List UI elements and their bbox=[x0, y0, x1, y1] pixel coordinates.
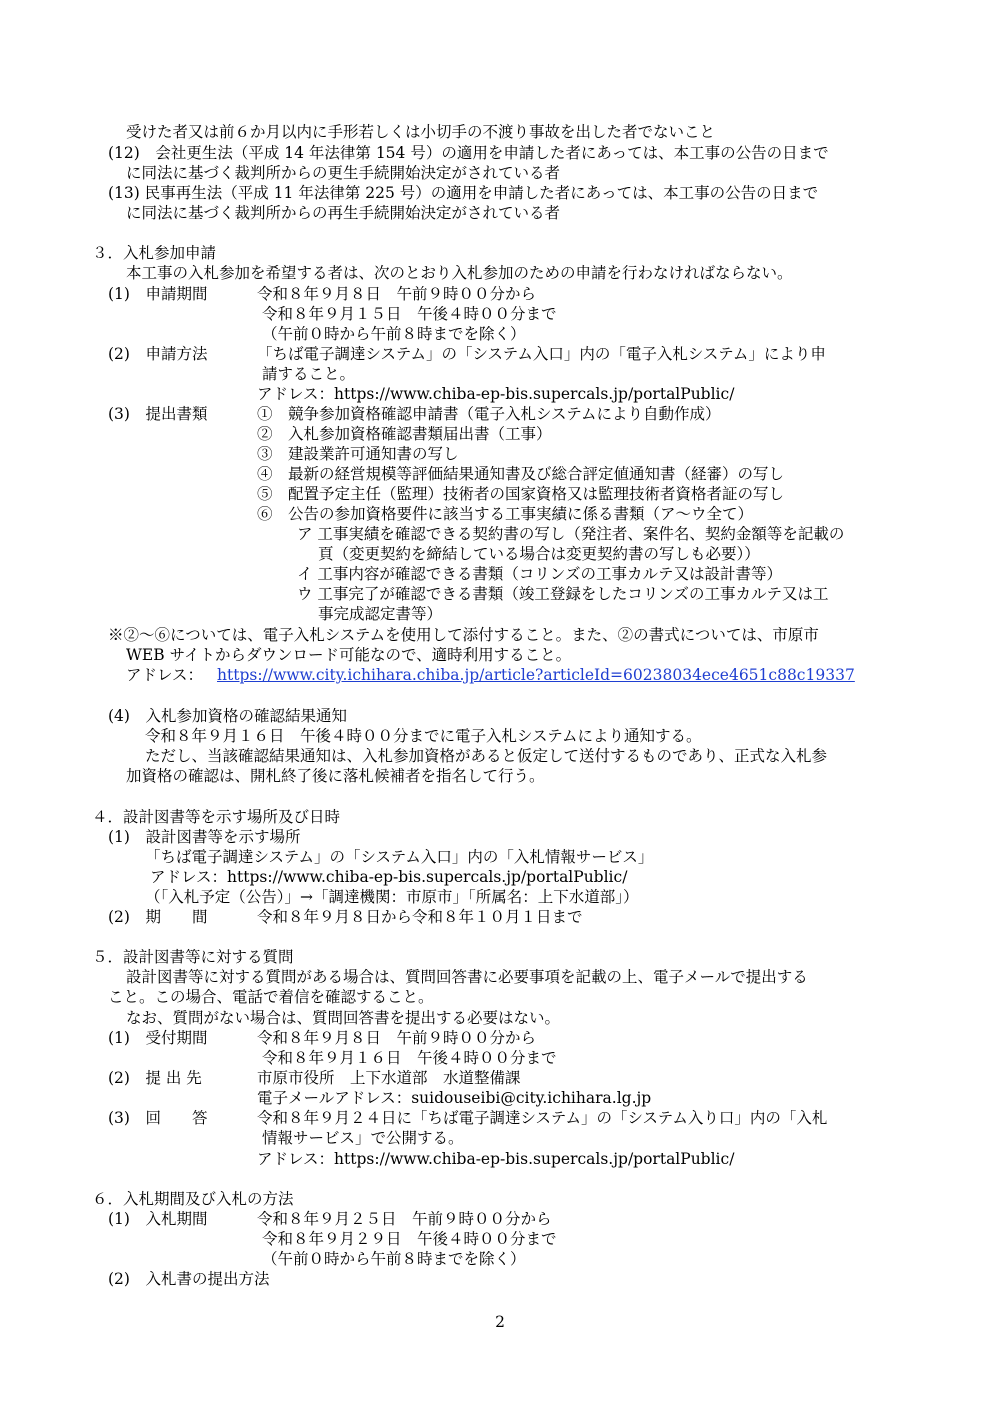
text-line: ⑤ 配置予定主任（監理）技術者の国家資格又は監理技術者資格者証の写し bbox=[257, 485, 785, 503]
text-line: ４．設計図書等を示す場所及び日時 bbox=[92, 808, 341, 826]
text-line: (2) 申請方法 bbox=[108, 345, 208, 363]
text-line: (1) 受付期間 bbox=[108, 1029, 208, 1047]
text-line: (2) 期 間 bbox=[108, 908, 208, 926]
text-line: に同法に基づく裁判所からの更生手続開始決定がされている者 bbox=[126, 164, 561, 182]
text-line: (1) 設計図書等を示す場所 bbox=[108, 828, 301, 846]
text-line: 「ちば電子調達システム」の「システム入口」内の「入札情報サービス」 bbox=[145, 848, 654, 866]
text-line: ６．入札期間及び入札の方法 bbox=[92, 1190, 294, 1208]
text-line: （「入札予定（公告）」→「調達機関：市原市」「所属名：上下水道部」） bbox=[145, 888, 639, 906]
text-line: 「ちば電子調達システム」の「システム入口」内の「電子入札システム」により申 bbox=[257, 345, 826, 363]
text-line: ※②～⑥については、電子入札システムを使用して添付すること。また、②の書式については、市原市 bbox=[108, 626, 819, 644]
text-line: (1) 入札期間 bbox=[108, 1210, 208, 1228]
page-number: 2 bbox=[495, 1313, 505, 1331]
text-line: 本工事の入札参加を希望する者は、次のとおり入札参加のための申請を行わなければならない。 bbox=[126, 264, 793, 282]
text-line: 受けた者又は前６か月以内に手形若しくは小切手の不渡り事故を出した者でないこと bbox=[126, 123, 716, 141]
article-link[interactable]: https://www.city.ichihara.chiba.jp/article?articleId=60238034ece4651c88c19337 bbox=[217, 666, 855, 684]
text-line: (2) 入札書の提出方法 bbox=[108, 1270, 270, 1288]
text-line: ア 工事実績を確認できる契約書の写し（発注者、案件名、契約金額等を記載の bbox=[297, 525, 845, 543]
text-line: 事完成認定書等） bbox=[318, 605, 443, 623]
text-line: 加資格の確認は、開札終了後に落札候補者を指名して行う。 bbox=[126, 767, 545, 785]
text-line: (2) 提 出 先 bbox=[108, 1069, 202, 1087]
text-line: ただし、当該確認結果通知は、入札参加資格があると仮定して送付するものであり、正式な入札参 bbox=[145, 747, 828, 765]
text-line: ３．入札参加申請 bbox=[92, 244, 217, 262]
text-line: 令和８年９月２４日に「ちば電子調達システム」の「システム入り口」内の「入札 bbox=[257, 1109, 828, 1127]
text-line: 電子メールアドレス：suidouseibi@city.ichihara.lg.jp bbox=[257, 1089, 652, 1107]
text-line: (4) 入札参加資格の確認結果通知 bbox=[108, 707, 347, 725]
text-line: 令和８年９月２５日 午前９時００分から bbox=[257, 1210, 552, 1228]
text-line: (12) 会社更生法（平成 14 年法律第 154 号）の適用を申請した者にあっては、本工事の公告の日まで bbox=[108, 144, 829, 162]
text-line: イ 工事内容が確認できる書類（コリンズの工事カルテ又は設計書等） bbox=[297, 565, 782, 583]
text-line: 令和８年９月８日から令和８年１０月１日まで bbox=[257, 908, 583, 926]
text-line: 令和８年９月８日 午前９時００分から bbox=[257, 1029, 537, 1047]
text-line: (13) 民事再生法（平成 11 年法律第 225 号）の適用を申請した者にあっては、本工事の公告の日まで bbox=[108, 184, 819, 202]
text-line: ③ 建設業許可通知書の写し bbox=[257, 445, 459, 463]
text-line: 令和８年９月１６日 午後４時００分までに電子入札システムにより通知する。 bbox=[145, 727, 702, 745]
text-line: 市原市役所 上下水道部 水道整備課 bbox=[257, 1069, 521, 1087]
text-line: 令和８年９月２９日 午後４時００分まで bbox=[262, 1230, 557, 1248]
text-line: ５．設計図書等に対する質問 bbox=[92, 948, 294, 966]
text-line: 令和８年９月８日 午前９時００分から bbox=[257, 285, 537, 303]
text-line: (3) 提出書類 bbox=[108, 405, 208, 423]
text-line: (1) 申請期間 bbox=[108, 285, 208, 303]
text-line: こと。この場合、電話で着信を確認すること。 bbox=[108, 988, 434, 1006]
text-line: アドレス：https://www.chiba-ep-bis.supercals.jp/portalPublic/ bbox=[150, 868, 628, 886]
text-line: 設計図書等に対する質問がある場合は、質問回答書に必要事項を記載の上、電子メールで提出する bbox=[126, 968, 808, 986]
text-line: WEB サイトからダウンロード可能なので、適時利用すること。 bbox=[126, 646, 572, 664]
text-line: 情報サービス」で公開する。 bbox=[262, 1129, 464, 1147]
text-line: 令和８年９月１５日 午後４時００分まで bbox=[262, 305, 557, 323]
text-line: ④ 最新の経営規模等評価結果通知書及び総合評定値通知書（経審）の写し bbox=[257, 465, 785, 483]
text-line: ウ 工事完了が確認できる書類（竣工登録をしたコリンズの工事カルテ又は工 bbox=[297, 585, 829, 603]
text-line: アドレス：https://www.chiba-ep-bis.supercals.jp/portalPublic/ bbox=[257, 1150, 735, 1168]
text-line: 頁（変更契約を締結している場合は変更契約書の写しも必要）） bbox=[318, 545, 760, 563]
text-line: なお、質問がない場合は、質問回答書を提出する必要はない。 bbox=[126, 1009, 561, 1027]
text-line: に同法に基づく裁判所からの再生手続開始決定がされている者 bbox=[126, 204, 561, 222]
text-line: 請すること。 bbox=[262, 365, 356, 383]
text-line: ① 競争参加資格確認申請書（電子入札システムにより自動作成） bbox=[257, 405, 721, 423]
text-line: ② 入札参加資格確認書類届出書（工事） bbox=[257, 425, 552, 443]
text-line: （午前０時から午前８時までを除く） bbox=[262, 325, 526, 343]
text-line: 令和８年９月１６日 午後４時００分まで bbox=[262, 1049, 557, 1067]
text-line: ⑥ 公告の参加資格要件に該当する工事実績に係る書類（ア～ウ全て） bbox=[257, 505, 754, 523]
text-line: (3) 回 答 bbox=[108, 1109, 208, 1127]
text-line: （午前０時から午前８時までを除く） bbox=[262, 1250, 526, 1268]
text-line: アドレス： bbox=[126, 666, 204, 684]
text-line: アドレス：https://www.chiba-ep-bis.supercals.jp/portalPublic/ bbox=[257, 385, 735, 403]
